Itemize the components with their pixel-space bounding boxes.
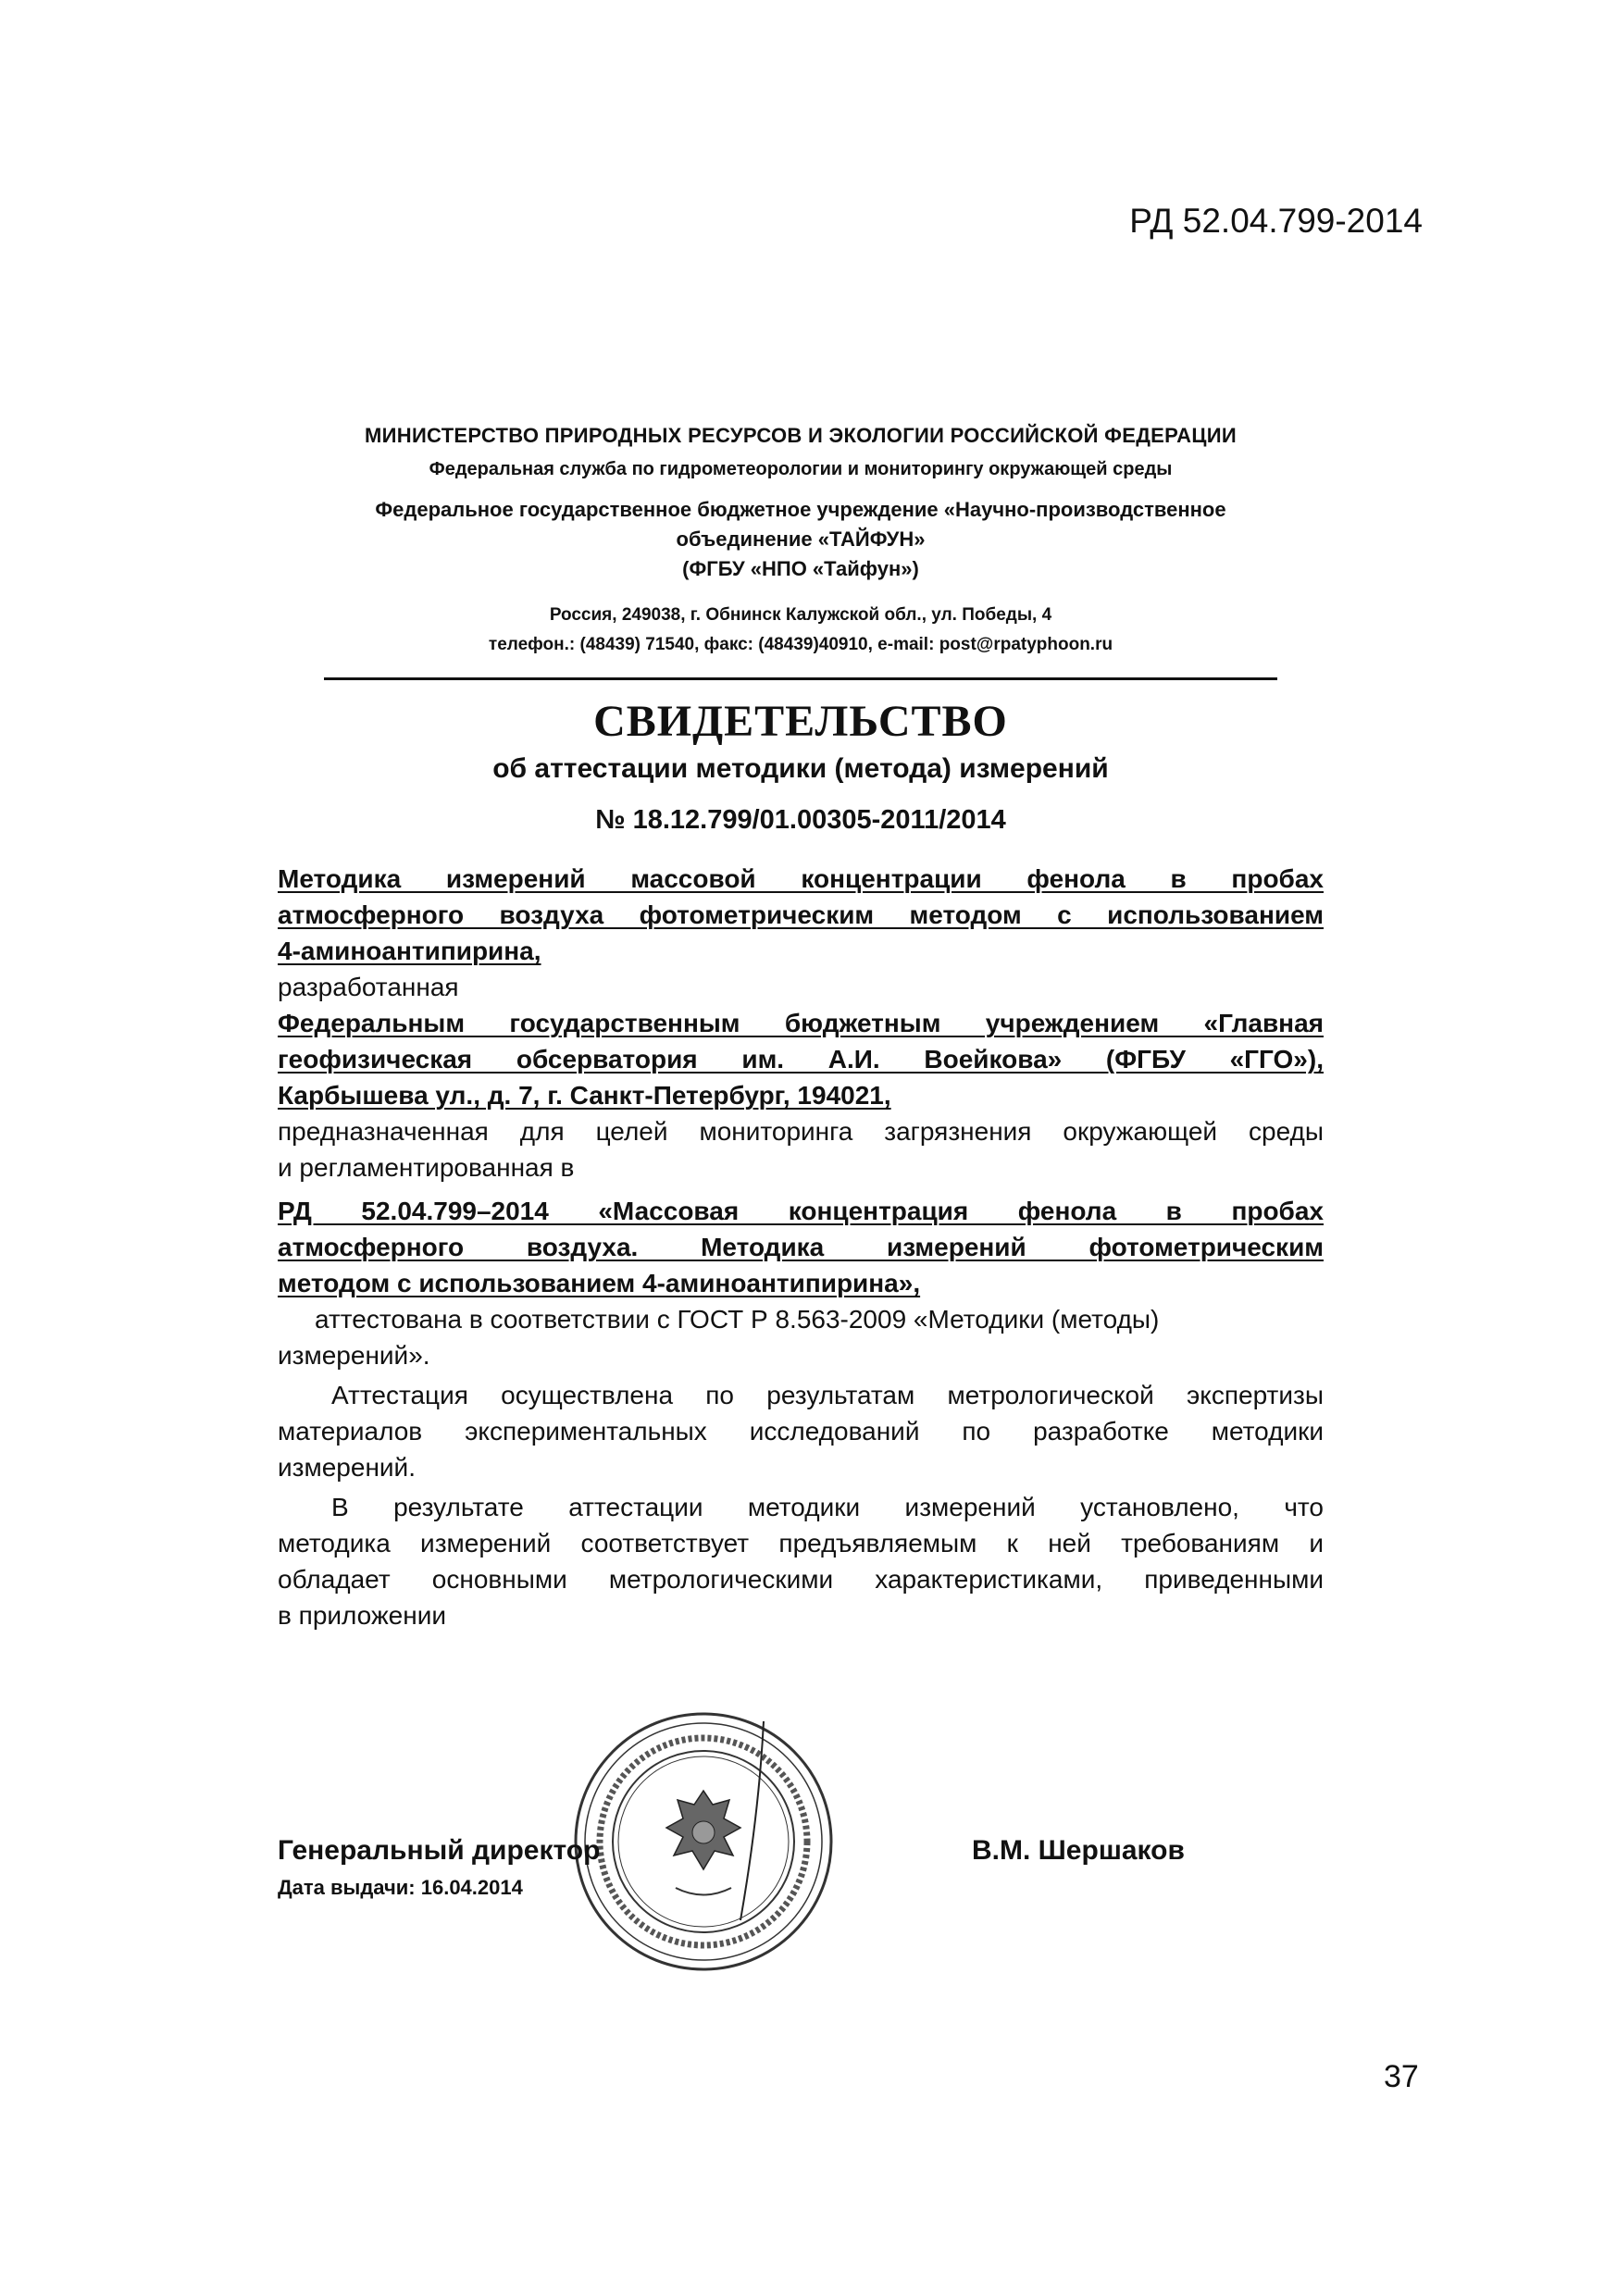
organization-address: Россия, 249038, г. Обнинск Калужской обл., ул. Победы, 4 (549, 605, 1052, 625)
ministry-name: МИНИСТЕРСТВО ПРИРОДНЫХ РЕСУРСОВ И ЭКОЛОГИИ РОССИЙСКОЙ ФЕДЕРАЦИИ (365, 424, 1237, 447)
method-name-line: атмосферного воздуха фотометрическим методом с использованием (278, 900, 1324, 929)
signatory-position: Генеральный директор (278, 1835, 601, 1866)
developer-line: Федеральным государственным бюджетным учреждением «Главная (278, 1009, 1324, 1037)
regulation-line: атмосферного воздуха. Методика измерений фотометрическим (278, 1233, 1324, 1261)
issue-date: Дата выдачи: 16.04.2014 (278, 1876, 523, 1899)
certificate-number: № 18.12.799/01.00305-2011/2014 (595, 805, 1006, 835)
certification-line: измерений». (278, 1341, 430, 1370)
developer-line: Карбышева ул., д. 7, г. Санкт-Петербург, 194021, (278, 1081, 891, 1110)
certificate-body (278, 861, 1324, 1633)
purpose-line: предназначенная для целей мониторинга загрязнения окружающей среды (278, 1117, 1324, 1146)
paragraph-line: измерений. (278, 1453, 416, 1482)
document-code: РД 52.04.799-2014 (1129, 202, 1423, 240)
service-name: Федеральная служба по гидрометеорологии и мониторингу окружающей среды (429, 459, 1173, 479)
method-name-line: 4-аминоантипирина, (278, 937, 541, 965)
official-seal (565, 1703, 842, 1980)
developed-by-label: разработанная (278, 973, 459, 1001)
signatory-name: В.М. Шершаков (972, 1835, 1185, 1866)
organization-line-1: Федеральное государственное бюджетное учреждение «Научно-производственное (375, 498, 1226, 521)
organization-line-2: объединение «ТАЙФУН» (676, 527, 926, 551)
certificate-title: СВИДЕТЕЛЬСТВО (593, 697, 1008, 746)
paragraph-line: в приложении (278, 1601, 446, 1630)
regulation-line: методом с использованием 4-аминоантипирина», (278, 1269, 921, 1297)
method-name-line: Методика измерений массовой концентрации фенола в пробах (278, 864, 1324, 893)
purpose-line: и регламентированная в (278, 1153, 575, 1182)
paragraph-line: обладает основными метрологическими характеристиками, приведенными (278, 1565, 1324, 1594)
regulation-line: РД 52.04.799–2014 «Массовая концентрация фенола в пробах (278, 1197, 1324, 1225)
certification-line: аттестована в соответствии с ГОСТ Р 8.563-2009 «Методики (методы) (315, 1305, 1160, 1334)
certificate-subtitle: об аттестации методики (метода) измерений (492, 753, 1109, 784)
header-divider (324, 677, 1277, 680)
developer-line: геофизическая обсерватория им. А.И. Воейкова» (ФГБУ «ГГО»), (278, 1045, 1324, 1074)
paragraph-line: Аттестация осуществлена по результатам метрологической экспертизы (331, 1381, 1324, 1409)
paragraph-line: материалов экспериментальных исследований по разработке методики (278, 1417, 1324, 1446)
paragraph-line: методика измерений соответствует предъявляемым к ней требованиям и (278, 1529, 1324, 1558)
paragraph-line: В результате аттестации методики измерений установлено, что (331, 1493, 1324, 1521)
organization-short-name: (ФГБУ «НПО «Тайфун») (682, 557, 919, 580)
organization-contacts: телефон.: (48439) 71540, факс: (48439)40910, e-mail: post@rpatyphoon.ru (488, 635, 1113, 654)
page-number: 37 (1384, 2059, 1419, 2094)
